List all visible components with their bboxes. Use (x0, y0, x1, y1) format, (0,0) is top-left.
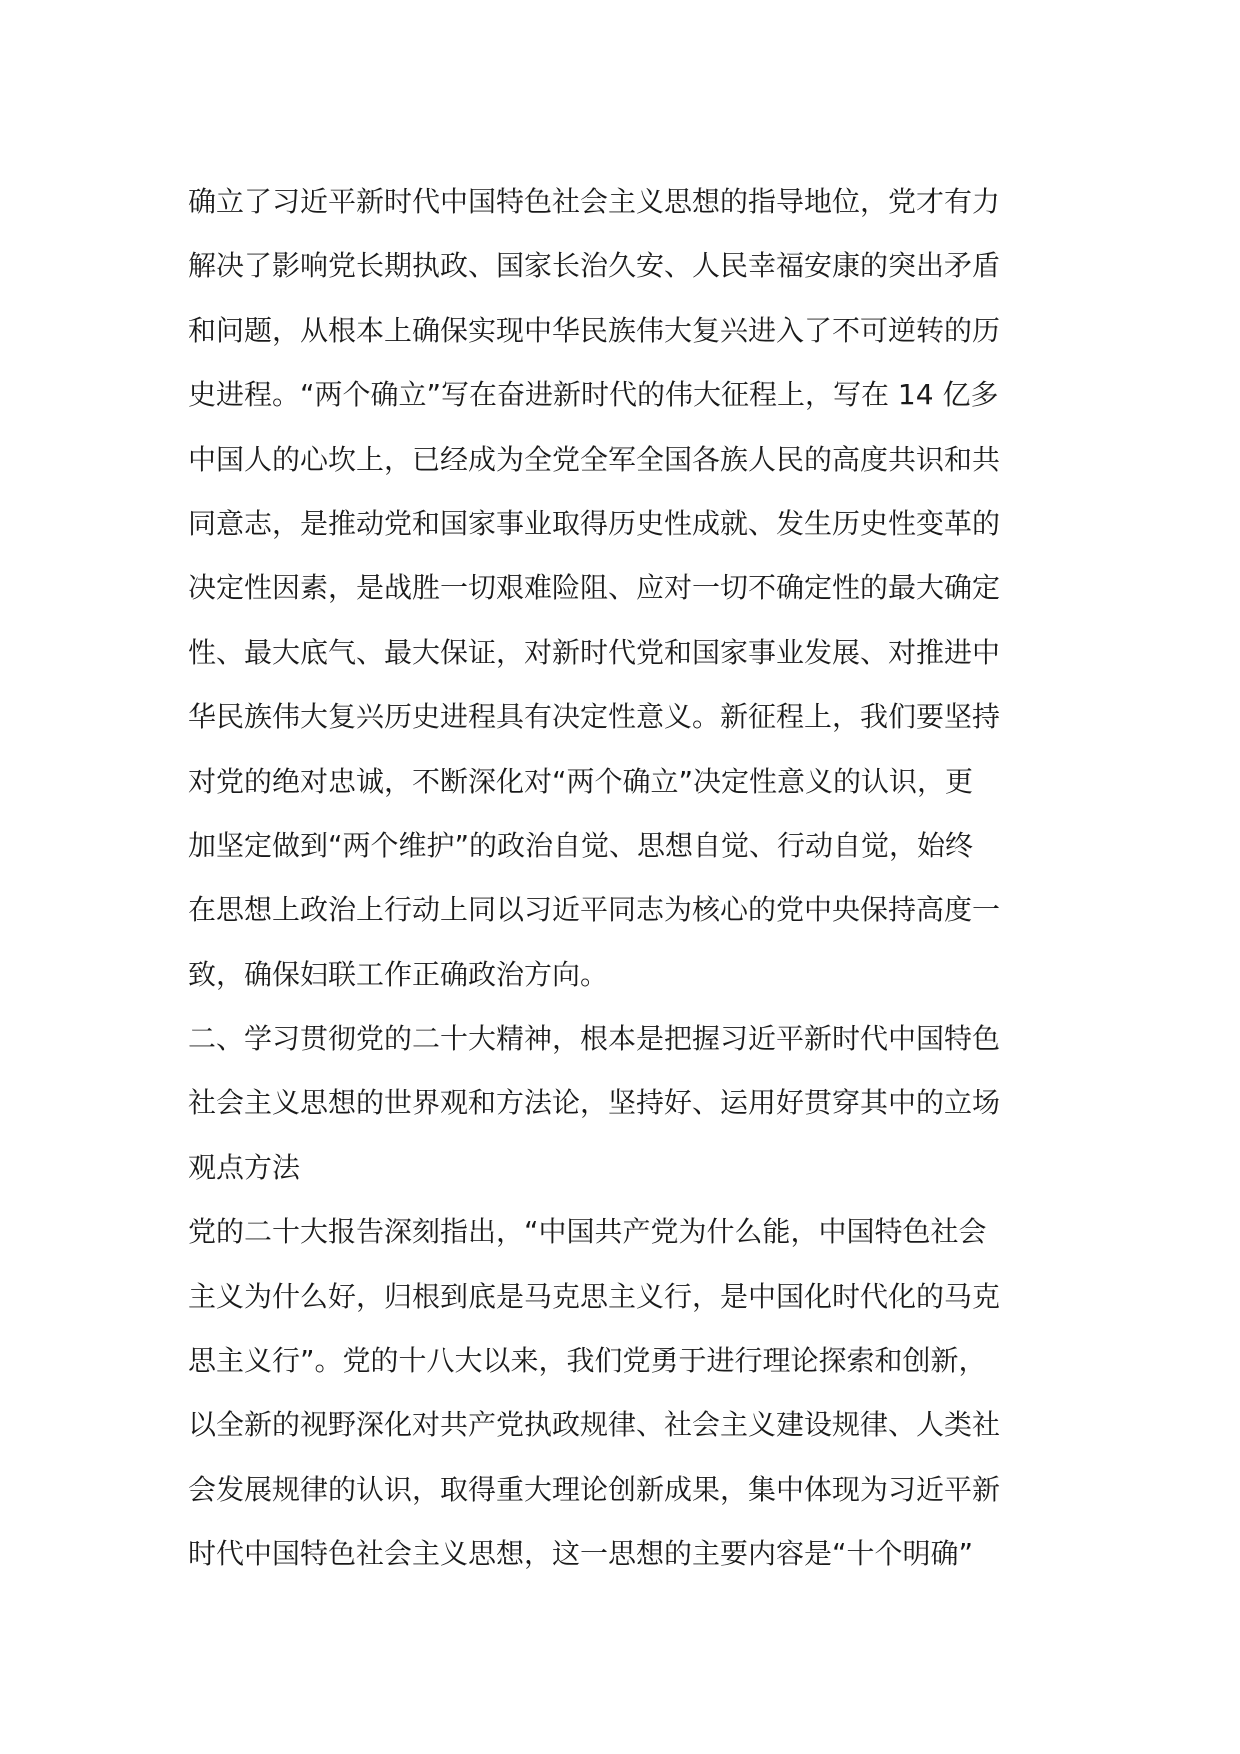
text-line: 同意志，是推动党和国家事业取得历史性成就、发生历史性变革的 (188, 506, 1001, 540)
text-line: 加坚定做到“两个维护”的政治自觉、思想自觉、行动自觉，始终 (188, 828, 974, 862)
section-heading-line: 二、学习贯彻党的二十大精神，根本是把握习近平新时代中国特色 (188, 1022, 1001, 1056)
text-line: 主义为什么好，归根到底是马克思主义行，是中国化时代化的马克 (188, 1279, 1001, 1313)
text-line: 史进程。“两个确立”写在奋进新时代的伟大征程上，写在 14 亿多 (188, 378, 999, 412)
text-line: 以全新的视野深化对共产党执政规律、社会主义建设规律、人类社 (188, 1408, 1001, 1442)
text-line: 性、最大底气、最大保证，对新时代党和国家事业发展、对推进中 (188, 635, 1001, 669)
body-text (188, 170, 1068, 1587)
text-line: 会发展规律的认识，取得重大理论创新成果，集中体现为习近平新 (188, 1472, 1001, 1506)
text-line: 确立了习近平新时代中国特色社会主义思想的指导地位，党才有力 (188, 185, 1001, 218)
text-line: 和问题，从根本上确保实现中华民族伟大复兴进入了不可逆转的历 (188, 313, 1001, 347)
text-line: 时代中国特色社会主义思想，这一思想的主要内容是“十个明确” (188, 1537, 974, 1571)
text-line: 解决了影响党长期执政、国家长治久安、人民幸福安康的突出矛盾 (188, 249, 1001, 283)
text-line: 党的二十大报告深刻指出，“中国共产党为什么能，中国特色社会 (188, 1215, 987, 1249)
section-heading-line: 观点方法 (188, 1150, 301, 1184)
text-line: 在思想上政治上行动上同以习近平同志为核心的党中央保持高度一 (188, 893, 1001, 927)
section-heading-line: 社会主义思想的世界观和方法论，坚持好、运用好贯穿其中的立场 (188, 1086, 1001, 1120)
text-line: 决定性因素，是战胜一切艰难险阻、应对一切不确定性的最大确定 (188, 571, 1001, 605)
text-line: 中国人的心坎上，已经成为全党全军全国各族人民的高度共识和共 (188, 442, 1001, 476)
text-line: 对党的绝对忠诚，不断深化对“两个确立”决定性意义的认识，更 (188, 764, 974, 798)
text-line: 致，确保妇联工作正确政治方向。 (188, 957, 609, 991)
text-line: 思主义行”。党的十八大以来，我们党勇于进行理论探索和创新， (188, 1344, 987, 1378)
text-line: 华民族伟大复兴历史进程具有决定性意义。新征程上，我们要坚持 (188, 700, 1001, 734)
